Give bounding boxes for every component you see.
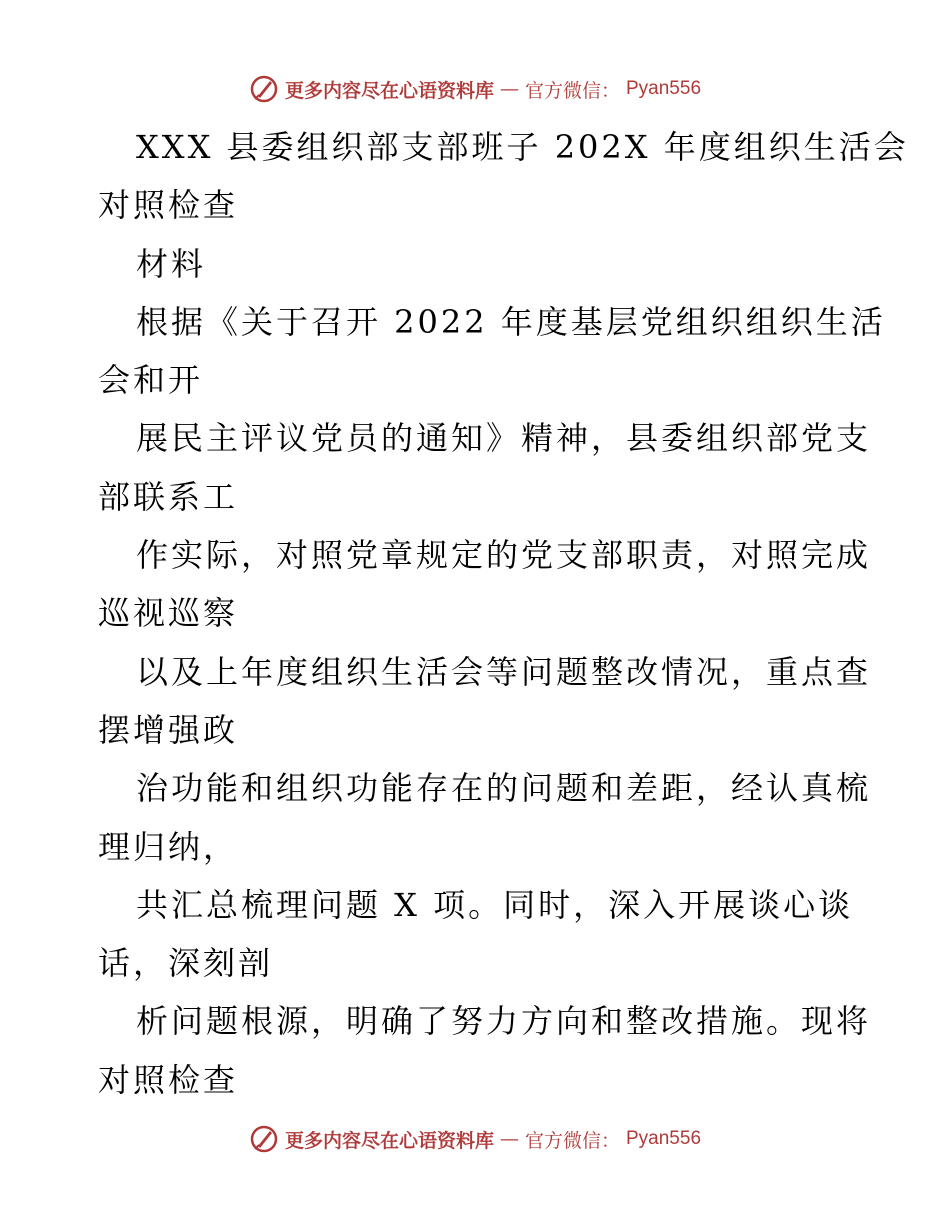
paragraph-line: 治功能和组织功能存在的问题和差距，经认真梳: [136, 769, 872, 808]
paragraph-line: 根据《关于召开 2022 年度基层党组织组织生活: [136, 302, 886, 341]
document-body: [98, 118, 909, 1109]
banner-wechat-id: Pyan556: [626, 1128, 702, 1149]
document-title-line-3: 材料: [136, 244, 207, 283]
banner-wechat-id: Pyan556: [626, 78, 702, 99]
paragraph-line: 摆增强政: [98, 710, 239, 749]
paragraph-line: 展民主评议党员的通知》精神，县委组织部党支: [136, 419, 872, 458]
paragraph-line: 析问题根源，明确了努力方向和整改措施。现将: [136, 1002, 872, 1041]
document-title-line-2: 对照检查: [98, 186, 239, 225]
paragraph-line: 以及上年度组织生活会等问题整改情况，重点查: [136, 652, 872, 691]
banner-brand: 更多内容尽在心语资料库: [284, 79, 494, 102]
footer-banner: [0, 1121, 950, 1157]
paragraph-line: 巡视巡察: [98, 594, 239, 633]
paragraph-line: 会和开: [98, 361, 204, 400]
banner-official-label: 官方微信：: [524, 1129, 620, 1152]
paragraph-line: 部联系工: [98, 477, 239, 516]
banner-brand: 更多内容尽在心语资料库: [284, 1129, 494, 1152]
banner-official-label: 官方微信：: [524, 79, 620, 102]
banner-separator: —: [499, 78, 519, 100]
quill-pen-logo-icon: [249, 74, 279, 104]
header-banner: [0, 71, 950, 107]
banner-separator: —: [499, 1128, 519, 1150]
document-title-line-1: XXX 县委组织部支部班子 202X 年度组织生活会: [136, 128, 909, 166]
paragraph-line: 理归纳，: [98, 827, 239, 866]
paragraph-line: 作实际，对照党章规定的党支部职责，对照完成: [136, 536, 872, 575]
paragraph-line: 话，深刻剖: [98, 944, 274, 983]
paragraph-line: 对照检查: [98, 1060, 239, 1099]
quill-pen-logo-icon: [249, 1124, 279, 1154]
paragraph-line: 共汇总梳理问题 X 项。同时，深入开展谈心谈: [136, 885, 854, 924]
